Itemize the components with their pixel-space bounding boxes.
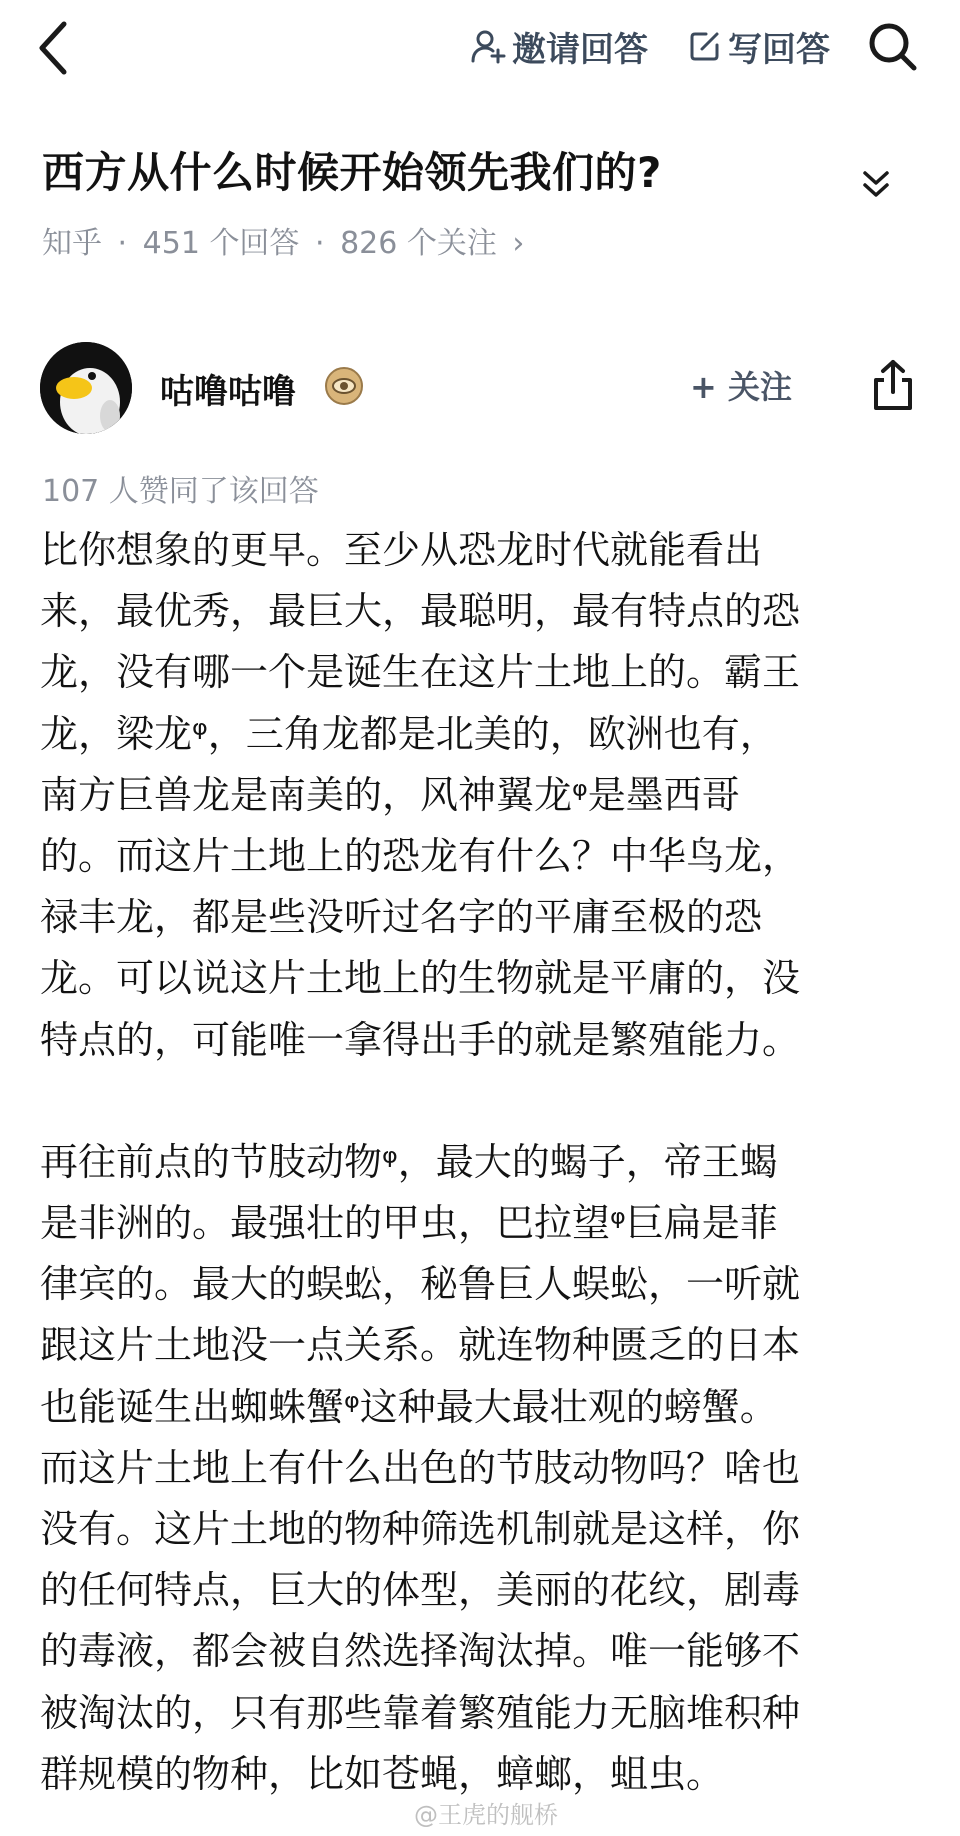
upvote-count: 107 人赞同了该回答: [42, 474, 319, 509]
answer-paragraph: 再往前点的节肢动物ᵠ，最大的蝎子，帝王蝎 是非洲的。最强壮的甲虫，巴拉望ᵠ巨扁是菲 律宾的。最大的蜈蚣，秘鲁巨人蜈蚣，一听就 跟这片土地没一点关系。就连物种匮乏的日本 也能诞生出蜘蛛蟹ᵠ这种最大最壮观的螃蟹。 而这片土地上有什么出色的节肢动物吗？啥也 没有。这片土地的物种筛选机制就是这样，你 的任何特点，巨大的体型，美丽的花纹，剧毒 的毒液，都会被自然选择淘汰掉。唯一能够不 被淘汰的，只有那些靠着繁殖能力无脑堆积种 群规模的物种，比如苍蝇，蟑螂，蛆虫。: [40, 1139, 801, 1796]
top-bar: [0, 0, 960, 96]
penguin-avatar-image: [40, 342, 132, 434]
meta-separator: ·: [314, 226, 325, 261]
invite-answer-button[interactable]: [470, 24, 648, 68]
write-answer-button[interactable]: [688, 24, 830, 68]
person-add-icon: [470, 28, 506, 64]
invite-answer-label: 邀请回答: [512, 29, 648, 70]
double-chevron-down-icon[interactable]: [860, 168, 892, 200]
search-icon[interactable]: [866, 20, 920, 74]
back-arrow-icon[interactable]: [34, 18, 78, 78]
write-answer-label: 写回答: [728, 29, 830, 70]
answer-paragraph: 比你想象的更早。至少从恐龙时代就能看出 来，最优秀，最巨大，最聪明，最有特点的恐 龙，没有哪一个是诞生在这片土地上的。霸王 龙，梁龙ᵠ，三角龙都是北美的，欧洲也有， 南方巨兽龙是南美的，风神翼龙ᵠ是墨西哥 的。而这片土地上的恐龙有什么？中华鸟龙， 禄丰龙，都是些没听过名字的平庸至极的恐 龙。可以说这片土地上的生物就是平庸的，没 特点的，可能唯一拿得出手的就是繁殖能力。: [40, 528, 801, 1062]
answer-body: [40, 520, 920, 1805]
eye-badge-icon: [324, 366, 364, 406]
follow-button[interactable]: + 关注: [690, 368, 792, 406]
meta-separator: ·: [117, 226, 128, 261]
answer-count: 451 个回答: [142, 226, 300, 261]
author-row: [40, 342, 920, 434]
share-icon[interactable]: [868, 358, 918, 412]
edit-icon: [688, 29, 722, 63]
author-name[interactable]: 咕噜咕噜: [160, 372, 296, 412]
chevron-right-icon: ›: [512, 226, 525, 261]
follower-count: 826 个关注: [340, 226, 497, 261]
question-title[interactable]: 西方从什么时候开始领先我们的?: [42, 148, 662, 197]
watermark: @王虎的舰桥: [414, 1801, 558, 1829]
source-label: 知乎: [42, 226, 102, 261]
avatar[interactable]: [40, 342, 132, 434]
question-meta[interactable]: [42, 218, 530, 262]
